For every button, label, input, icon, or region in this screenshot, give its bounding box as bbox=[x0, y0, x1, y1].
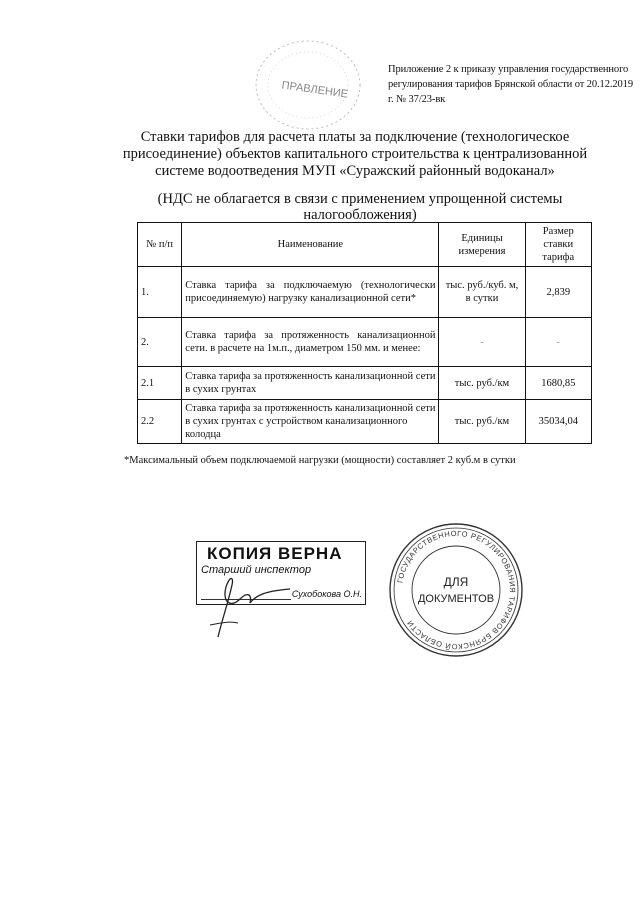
row-name: Ставка тарифа за протяженность канализационной сети. в расчете на 1м.п., диаметром 150 мм. и менее: bbox=[182, 318, 439, 367]
table-row bbox=[138, 318, 592, 367]
footnote: *Максимальный объем подключаемой нагрузки (мощности) составляет 2 куб.м в сутки bbox=[124, 455, 516, 466]
stamp-copy-title: КОПИЯ ВЕРНА bbox=[207, 544, 343, 563]
row-number: 2.1 bbox=[138, 367, 182, 400]
round-seal-documents bbox=[386, 520, 526, 660]
stamp-name: Сухобокова О.Н. bbox=[291, 589, 362, 599]
document-title: Ставки тарифов для расчета платы за подключение (технологическое присоединение) объектов капитального строительства к централизованной системе водоотведения МУП «Суражский районный водоканал» bbox=[122, 129, 588, 179]
row-unit: тыс. руб./км bbox=[439, 400, 525, 444]
table-row bbox=[138, 400, 592, 444]
vat-note: (НДС не облагается в связи с применением упрощенной системы налогообложения) bbox=[157, 191, 563, 223]
row-value: 1680,85 bbox=[525, 367, 591, 400]
row-name: Ставка тарифа за протяженность канализационной сети в сухих грунтах с устройством канализационного колодца bbox=[182, 400, 439, 444]
row-unit: тыс. руб./км bbox=[439, 367, 525, 400]
appendix-note: Приложение 2 к приказу управления государственного регулирования тарифов Брянской области от 20.12.2019 г. № 37/23-вк bbox=[388, 64, 633, 105]
svg-text:ГОСУДАРСТВЕННОГО РЕГУЛИРОВАНИЯ bbox=[395, 529, 517, 651]
header-unit: Единицы измерения bbox=[439, 223, 525, 267]
faded-seal-top bbox=[240, 30, 370, 135]
header-number: № п/п bbox=[138, 223, 182, 267]
row-number: 2.2 bbox=[138, 400, 182, 444]
row-name: Ставка тарифа за подключаемую (технологически присоединяемую) нагрузку канализационной сети* bbox=[182, 267, 439, 318]
row-value: 2,839 bbox=[525, 267, 591, 318]
seal-ring-text: ГОСУДАРСТВЕННОГО РЕГУЛИРОВАНИЯ ТАРИФОВ БРЯНСКОЙ ОБЛАСТИ bbox=[395, 528, 518, 652]
tariff-table bbox=[137, 222, 592, 444]
seal-center-line2: ДОКУМЕНТОВ bbox=[417, 593, 495, 605]
table-header-row bbox=[138, 223, 592, 267]
row-unit: - bbox=[439, 318, 525, 367]
row-unit: тыс. руб./куб. м, в сутки bbox=[439, 267, 525, 318]
row-value: 35034,04 bbox=[525, 400, 591, 444]
table-row bbox=[138, 367, 592, 400]
header-name: Наименование bbox=[182, 223, 439, 267]
table-row bbox=[138, 267, 592, 318]
top-seal-text: ПРАВЛЕНИЕ bbox=[280, 79, 349, 101]
header-value: Размер ставки тарифа bbox=[525, 223, 591, 267]
stamp-position: Старший инспектор bbox=[201, 564, 312, 576]
row-number: 2. bbox=[138, 318, 182, 367]
row-value: - bbox=[525, 318, 591, 367]
handwritten-signature bbox=[200, 565, 320, 640]
seal-center-line1: ДЛЯ bbox=[443, 575, 469, 589]
row-number: 1. bbox=[138, 267, 182, 318]
row-name: Ставка тарифа за протяженность канализационной сети в сухих грунтах bbox=[182, 367, 439, 400]
